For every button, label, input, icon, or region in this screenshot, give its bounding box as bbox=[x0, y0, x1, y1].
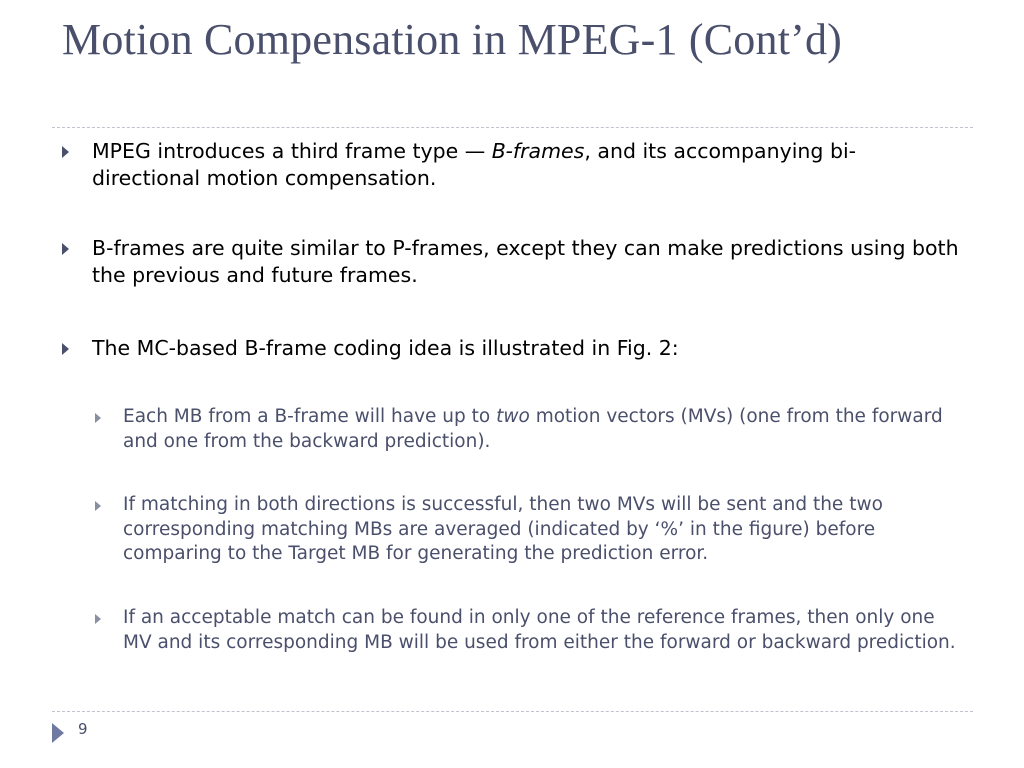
triangle-bullet-icon bbox=[62, 343, 69, 355]
triangle-sub-bullet-icon bbox=[95, 614, 101, 624]
slide-number: 9 bbox=[78, 720, 88, 738]
sub-bullet-emphasis: two bbox=[496, 406, 530, 427]
bullet-b-frames-intro bbox=[92, 138, 962, 192]
slide-title: Motion Compensation in MPEG-1 (Cont’d) bbox=[62, 15, 843, 64]
triangle-bullet-icon bbox=[62, 243, 69, 255]
bullet-text: , and its accompanying bi-directional motion compensation. bbox=[92, 139, 857, 190]
title-divider bbox=[52, 127, 973, 128]
triangle-bullet-icon bbox=[62, 146, 69, 158]
sub-bullet-both-directions: If matching in both directions is successful, then two MVs will be sent and the two corresponding matching MBs are averaged (indicated by ‘%’ in the figure) before comparing to the Target MB for generating the prediction error. bbox=[123, 494, 883, 564]
triangle-sub-bullet-icon bbox=[95, 501, 101, 511]
triangle-footer-icon bbox=[52, 723, 64, 743]
bullet-emphasis: B-frames bbox=[491, 139, 585, 163]
sub-bullet-two-mvs bbox=[123, 405, 963, 454]
bullet-b-frames-similar: B-frames are quite similar to P-frames, except they can make predictions using both the previous and future frames. bbox=[92, 236, 959, 287]
bullet-mc-idea: The MC-based B-frame coding idea is illustrated in Fig. 2: bbox=[92, 336, 679, 360]
bullet-text: MPEG introduces a third frame type — bbox=[92, 139, 492, 163]
sub-bullet-text: Each MB from a B-frame will have up to bbox=[123, 406, 497, 427]
footer-divider bbox=[52, 711, 973, 712]
sub-bullet-text: motion vectors (MVs) (one from the forward and one from the backward prediction). bbox=[123, 406, 943, 452]
triangle-sub-bullet-icon bbox=[95, 413, 101, 423]
sub-bullet-one-reference: If an acceptable match can be found in only one of the reference frames, then only one MV and its corresponding MB will be used from either the forward or backward prediction. bbox=[123, 607, 956, 653]
